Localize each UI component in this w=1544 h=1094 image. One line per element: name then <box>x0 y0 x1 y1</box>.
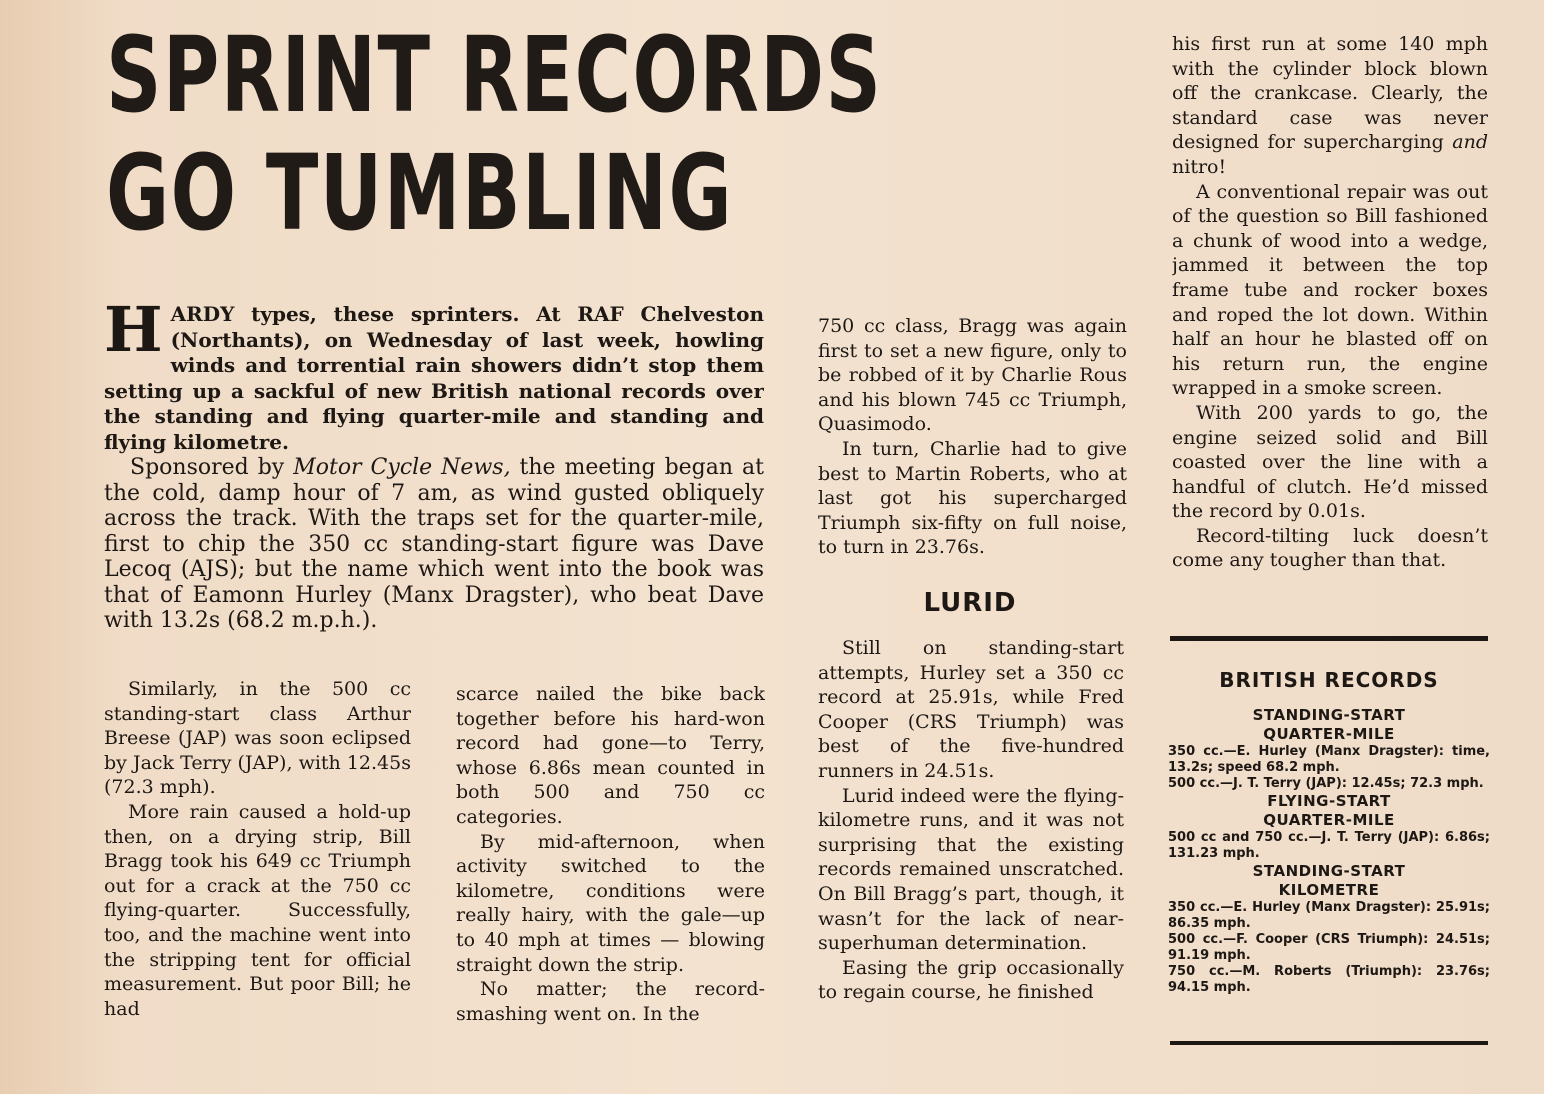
record-entry: 500 cc and 750 cc.—J. T. Terry (JAP): 6.86s; 131.23 mph. <box>1168 830 1490 861</box>
british-records-box <box>1168 668 1490 996</box>
record-entry: 500 cc.—F. Cooper (CRS Triumph): 24.51s; 91.19 mph. <box>1168 932 1490 963</box>
category-standing-kilometre-line-2: KILOMETRE <box>1278 881 1380 899</box>
intro-column <box>104 302 764 634</box>
intro-second-paragraph <box>104 455 764 634</box>
article-column-2 <box>456 682 765 1027</box>
record-entry: 350 cc.—E. Hurley (Manx Dragster): 25.91s; 86.35 mph. <box>1168 900 1490 931</box>
article-column-1 <box>104 677 411 1027</box>
record-entry: 350 cc.—E. Hurley (Manx Dragster): time, 13.2s; speed 68.2 mph. <box>1168 744 1490 775</box>
column-4-italic-word: and <box>1452 131 1488 154</box>
column-2-paragraph-1: scarce nailed the bike back together before his hard-won record had gone—to Terry, whose 6.86s mean counted in both 500 and 750 cc categories. <box>456 683 765 828</box>
column-4-paragraph-2: A conventional repair was out of the question so Bill fashioned a chunk of wood into a wedge, jammed it between the top frame tube and rocker boxes and roped the lot down. Within half an hour he blasted off on his return run, the engine wrapped in a smoke screen. <box>1172 180 1488 400</box>
category-flying-quarter-mile-line-2: QUARTER-MILE <box>1263 811 1395 829</box>
column-2-paragraph-3: No matter; the record-smashing went on. In the <box>456 978 765 1025</box>
category-standing-quarter-mile-line-1: STANDING-START <box>1252 706 1406 724</box>
subheading-lurid: LURID <box>923 588 1017 618</box>
column-4-paragraph-1 <box>1172 32 1488 180</box>
intro-lead-text: ARDY types, these sprinters. At RAF Chelveston (Northants), on Wednesday of last week, howling winds and torrential rain showers didn’t stop them setting up a sackful of new British national records over the standing and flying quarter-mile and standing and flying kilometre. <box>104 302 764 454</box>
column-4-text-after: nitro! <box>1172 155 1227 178</box>
intro-lead-paragraph <box>104 302 764 455</box>
article-column-3-bottom <box>818 636 1124 1032</box>
headline-line-1: SPRINT RECORDS <box>106 14 883 136</box>
headline-line-2: GO TUMBLING <box>106 132 734 254</box>
column-3-paragraph-2: In turn, Charlie had to give best to Martin Roberts, who at last got his supercharged Triumph six-fifty on full noise, to turn in 23.76s. <box>818 437 1127 559</box>
records-box-bottom-rule <box>1170 1041 1488 1045</box>
column-1-paragraph-2: More rain caused a hold-up then, on a drying strip, Bill Bragg took his 649 cc Triumph out for a crack at the 750 cc flying-quarter. Successfully, too, and the machine went into the stripping tent for official measurement. But poor Bill; he had <box>104 800 411 1020</box>
column-4-paragraph-4: Record-tilting luck doesn’t come any tougher than that. <box>1172 524 1488 572</box>
headline <box>106 14 883 254</box>
column-3-paragraph-3: Still on standing-start attempts, Hurley set a 350 cc record at 25.91s, while Fred Cooper (CRS Triumph) was best of the five-hundred runners in 24.51s. <box>818 637 1124 782</box>
column-3-paragraph-1: 750 cc class, Bragg was again first to set a new figure, only to be robbed of it by Charlie Rous and his blown 745 cc Triumph, Quasimodo. <box>818 315 1127 436</box>
column-3-paragraph-5: Easing the grip occasionally to regain course, he finished <box>818 956 1124 1004</box>
publication-name: Motor Cycle News, <box>293 455 511 480</box>
records-box-title: BRITISH RECORDS <box>1219 668 1439 692</box>
intro-text-after: the meeting began at the cold, damp hour of 7 am, as wind gusted obliquely across the track. With the traps set for the quarter-mile, first to chip the 350 cc standing-start figure was Dave Lecoq (AJS); but the name which went into the book was that of Eamonn Hurley (Manx Dragster), who beat Dave with 13.2s (68.2 m.p.h.). <box>104 455 764 633</box>
article-column-4 <box>1172 32 1488 602</box>
record-entry: 500 cc.—J. T. Terry (JAP): 12.45s; 72.3 mph. <box>1168 776 1484 791</box>
article-column-3-top <box>818 314 1127 564</box>
category-standing-quarter-mile-line-2: QUARTER-MILE <box>1263 725 1395 743</box>
category-standing-kilometre-line-1: STANDING-START <box>1252 862 1406 880</box>
drop-cap: H <box>104 302 163 366</box>
category-flying-quarter-mile-line-1: FLYING-START <box>1267 792 1391 810</box>
records-box-top-rule <box>1170 636 1488 641</box>
record-entry: 750 cc.—M. Roberts (Triumph): 23.76s; 94.15 mph. <box>1168 964 1490 995</box>
column-3-paragraph-4: Lurid indeed were the flying-kilometre runs, and it was not surprising that the existing records remained unscratched. On Bill Bragg’s part, though, it wasn’t for the lack of near-superhuman determination. <box>818 784 1124 955</box>
intro-text-before: Sponsored by <box>130 455 294 480</box>
column-4-text-before: his first run at some 140 mph with the cylinder block blown off the crankcase. Clearly, the standard case was never designed for supercharging <box>1172 33 1488 154</box>
column-4-paragraph-3: With 200 yards to go, the engine seized solid and Bill coasted over the line with a handful of clutch. He’d missed the record by 0.01s. <box>1172 401 1488 523</box>
column-2-paragraph-2: By mid-afternoon, when activity switched to the kilometre, conditions were really hairy, with the gale—up to 40 mph at times — blowing straight down the strip. <box>456 830 765 976</box>
column-1-paragraph-1: Similarly, in the 500 cc standing-start class Arthur Breese (JAP) was soon eclipsed by Jack Terry (JAP), with 12.45s (72.3 mph). <box>104 678 411 799</box>
